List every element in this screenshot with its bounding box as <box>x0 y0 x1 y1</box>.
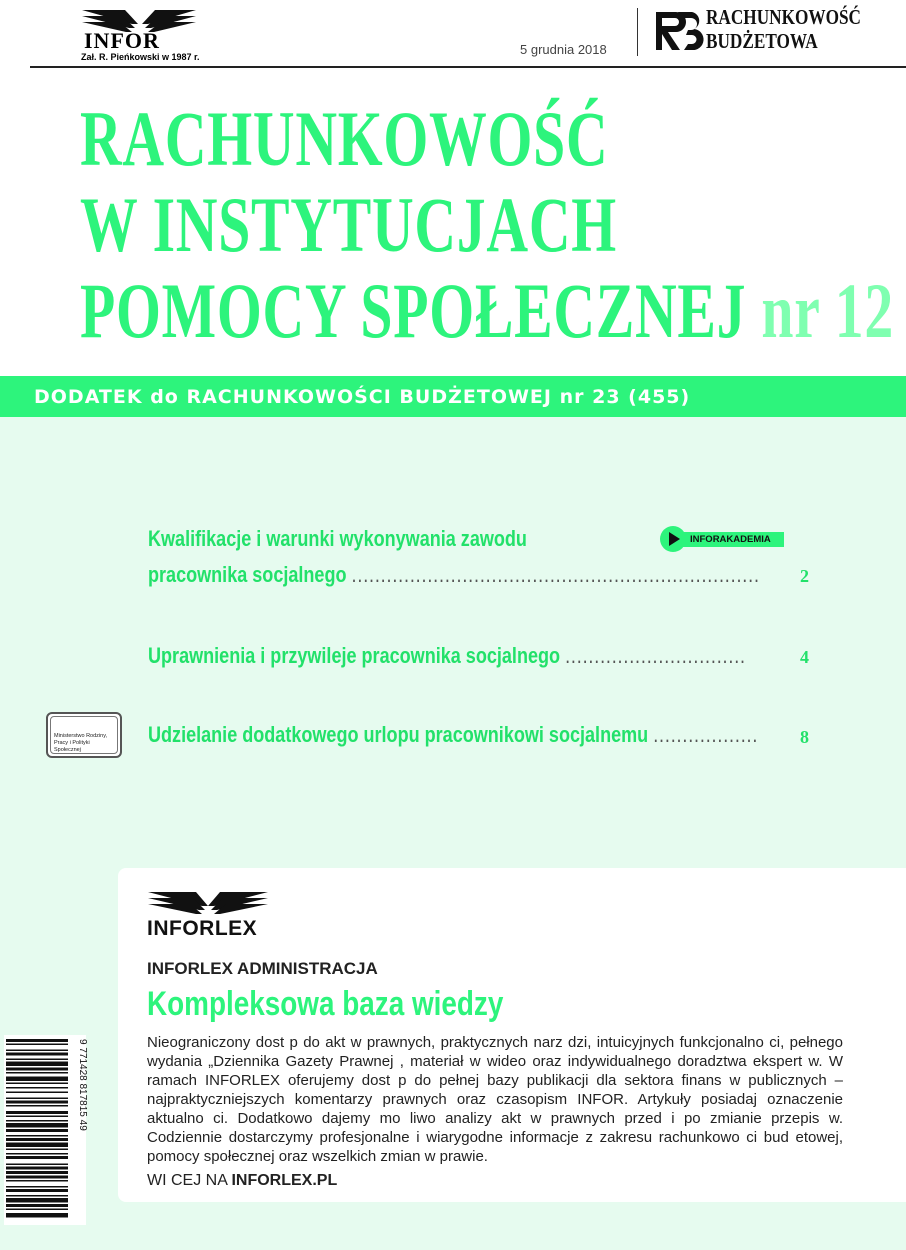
barcode-bar <box>6 1171 68 1174</box>
card-cta-prefix: WI CEJ NA <box>147 1172 232 1189</box>
toc-item-2[interactable] <box>148 640 746 672</box>
barcode-bar <box>6 1189 68 1192</box>
barcode-bar <box>6 1123 68 1128</box>
title-line-1: RACHUNKOWOŚĆ <box>80 95 609 182</box>
barcode-bar <box>6 1213 68 1218</box>
barcode-bar <box>6 1083 68 1085</box>
toc-item-3[interactable] <box>148 719 758 751</box>
barcode-bar <box>6 1098 68 1100</box>
infor-logo-text: INFOR <box>84 28 160 53</box>
barcode-bar <box>6 1039 68 1042</box>
barcode-bar <box>6 1092 68 1094</box>
barcode-bar <box>6 1101 68 1104</box>
barcode-bar <box>6 1072 68 1074</box>
toc-item-1-page: 2 <box>800 566 809 586</box>
header-rule <box>30 66 906 68</box>
barcode-bar <box>6 1195 68 1197</box>
card-heading: INFORLEX ADMINISTRACJA <box>147 959 378 978</box>
barcode-digits: 9 771428 817815 49 <box>77 1039 88 1131</box>
barcode-bar <box>6 1209 68 1211</box>
barcode-bar <box>6 1120 68 1122</box>
barcode-bar <box>6 1198 68 1203</box>
barcode-bar <box>6 1044 68 1046</box>
barcode-bar <box>6 1116 68 1118</box>
supplement-band-text: DODATEK do RACHUNKOWOŚCI BUDŻETOWEJ nr 23 (455) <box>34 386 691 408</box>
header-divider <box>637 8 638 56</box>
toc-item-2-page: 4 <box>800 647 809 667</box>
barcode-bar <box>6 1050 68 1052</box>
brand-title <box>706 5 861 53</box>
barcode-bar <box>6 1105 68 1107</box>
barcode-bar <box>6 1062 68 1067</box>
play-icon <box>669 532 680 546</box>
barcode-bar <box>6 1111 68 1114</box>
issue-date: 5 grudnia 2018 <box>520 42 607 57</box>
card-title: Kompleksowa baza wiedzy <box>147 985 504 1023</box>
inforlex-logo-text: INFORLEX <box>147 917 258 940</box>
barcode-bar <box>6 1053 68 1056</box>
barcode-bar <box>6 1153 68 1155</box>
barcode-bar <box>6 1135 68 1137</box>
barcode-bar <box>6 1087 68 1089</box>
barcode-bar <box>6 1129 68 1132</box>
barcode-bar <box>6 1186 68 1188</box>
barcode-bar <box>6 1156 68 1159</box>
brand-line-1: RACHUNKOWOŚĆ <box>706 5 861 29</box>
rb-logo-icon <box>654 8 704 54</box>
toc-item-2-dots: ............................... <box>565 643 746 668</box>
toc-item-1-dots: ...................................................................... <box>351 562 760 587</box>
barcode-bar <box>6 1143 68 1148</box>
toc-item-3-dots: .................. <box>653 722 759 747</box>
issue-number: nr 12 <box>761 267 894 354</box>
barcode-bar <box>6 1167 68 1170</box>
barcode-bar <box>6 1077 68 1082</box>
toc-item-1-line-1[interactable]: Kwalifikacje i warunki wykonywania zawodu <box>148 526 527 551</box>
toc-item-1-title: pracownika socjalnego <box>148 562 347 587</box>
card-body: Nieograniczony dost p do akt w prawnych, praktycznych narz dzi, intuicyjnych funkcjonalno ci, pełnego wydania „Dziennika Gazety Prawnej , materiał w wideo oraz indywidualnego doradztwa ekspert w. W ramach INFORLEX oferujemy dost p do pełnej bazy publikacji dla sektora finans w publicznych – najpraktyczniejszych komentarzy prawnych oraz czasopism INFOR. Artykuły posiadaj oznaczenie aktualno ci. Dodatkowo dajemy mo liwo analizy akt w prawnych przed i po zmianie przepis w. Codziennie dostarczymy profesjonalne i wiarygodne informacje z zakresu rachunkowo ci bud etowej, pomocy społecznej oraz wszelkich zmian w prawie. <box>147 1034 843 1165</box>
barcode-bar <box>6 1164 68 1166</box>
title-line-2: W INSTYTUCJACH <box>80 181 617 268</box>
barcode-icon <box>4 1035 86 1225</box>
toc-item-2-title: Uprawnienia i przywileje pracownika socjalnego <box>148 643 561 668</box>
title-line-3 <box>80 268 894 354</box>
barcode-bar <box>6 1176 68 1179</box>
inforlex-link[interactable]: INFORLEX.PL <box>231 1172 338 1189</box>
toc-item-1-line-2[interactable] <box>148 559 760 591</box>
brand-line-2: BUDŻETOWA <box>706 29 818 53</box>
inforakademia-label: INFORAKADEMIA <box>690 534 771 545</box>
publisher-tagline: Zał. R. Pieńkowski w 1987 r. <box>81 52 200 62</box>
ministry-badge-label: Ministerstwo Rodziny, Pracy i Polityki Społecznej <box>54 733 108 753</box>
card-cta[interactable] <box>147 1172 337 1190</box>
barcode-bar <box>6 1204 68 1207</box>
barcode-bar <box>6 1068 68 1071</box>
barcode-bar <box>6 1180 68 1182</box>
barcode-bar <box>6 1138 68 1141</box>
toc-item-3-title: Udzielanie dodatkowego urlopu pracownikowi socjalnemu <box>148 722 649 747</box>
barcode-bar <box>6 1149 68 1151</box>
title-line-3-text: POMOCY SPOŁECZNEJ <box>80 267 747 354</box>
toc-item-3-page: 8 <box>800 727 809 747</box>
barcode-bar <box>6 1059 68 1061</box>
